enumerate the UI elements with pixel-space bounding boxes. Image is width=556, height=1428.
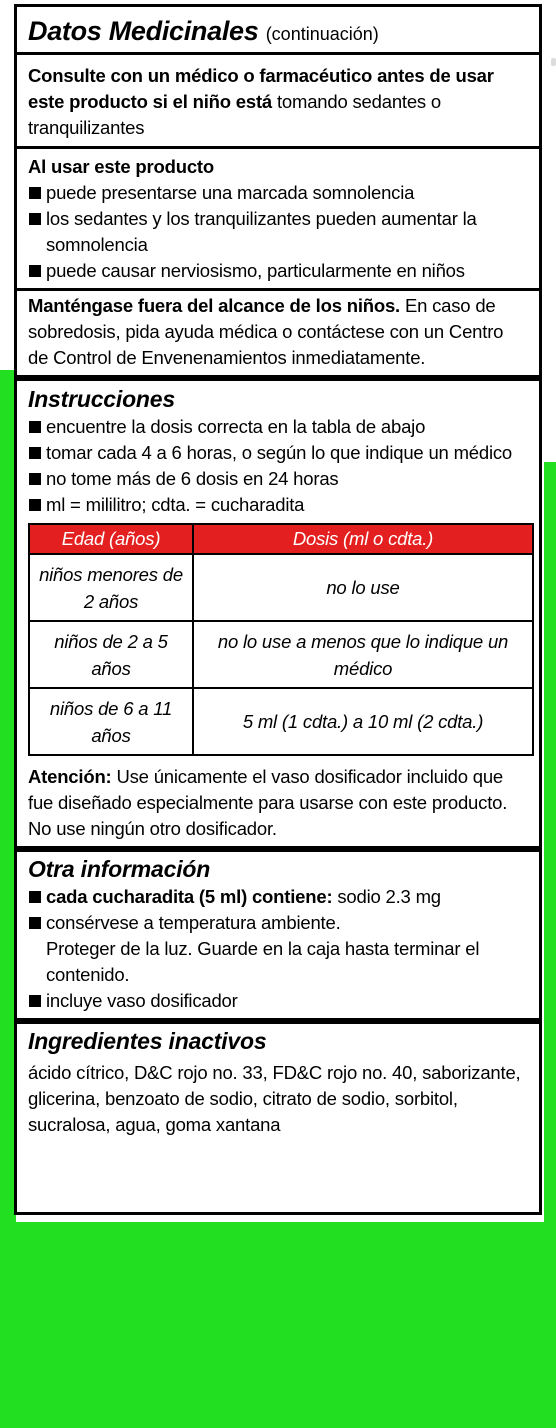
other-info-section [17,852,539,1018]
attention-text [28,764,528,842]
list-item: cada cucharadita (5 ml) contiene: sodio 2.3 mg [28,884,528,910]
keep-out-bold: Manténgase fuera del alcance de los niños. [28,295,400,316]
bullet-square-icon [28,884,46,910]
list-item: encuentre la dosis correcta en la tabla de abajo [28,414,528,440]
drug-facts-title [28,15,528,50]
list-item: ml = mililitro; cdta. = cucharadita [28,492,528,518]
keep-out-text [28,293,528,371]
bullet-square-icon [28,988,46,1014]
other-info-heading: Otra información [28,856,211,882]
table-header-row [29,524,533,554]
bullet-square-icon [28,910,46,988]
ask-doctor-rest: tomando sedantes o tranquilizantes [28,91,442,138]
bullet-square-icon [28,466,46,492]
table-row [29,621,533,688]
edge-mark [551,58,556,66]
column-header-dose: Dosis (ml o cdta.) [193,524,533,554]
title-suffix: (continuación) [265,24,379,44]
when-using-section [17,149,539,288]
ask-doctor-bold: Consulte con un médico o farmacéutico antes de usar este producto si el niño está [28,65,494,112]
age-cell: niños de 2 a 5 años [29,621,193,688]
list-item: incluye vaso dosificador [28,988,528,1014]
drug-facts-panel [14,4,542,1215]
age-cell: niños de 6 a 11 años [29,688,193,755]
table-row [29,554,533,621]
directions-heading: Instrucciones [28,386,175,412]
bullet-square-icon [28,258,46,284]
inactive-heading: Ingredientes inactivos [28,1028,267,1054]
drug-facts-title-section [17,7,539,52]
dosage-table [28,523,534,756]
title-text: Datos Medicinales [28,16,259,46]
list-item: consérvese a temperatura ambiente. Proteger de la luz. Guarde en la caja hasta terminar el contenido. [28,910,528,988]
inactive-ingredients-section [17,1024,539,1138]
list-item: puede presentarse una marcada somnolencia [28,180,528,206]
keep-out-rest: En caso de sobredosis, pida ayuda médica o contáctese con un Centro de Control de Envenenamientos inmediatamente. [28,295,504,368]
dose-cell: 5 ml (1 cdta.) a 10 ml (2 cdta.) [193,688,533,755]
column-header-age: Edad (años) [29,524,193,554]
dose-cell: no lo use [193,554,533,621]
bullet-square-icon [28,206,46,258]
list-item: los sedantes y los tranquilizantes pueden aumentar la somnolencia [28,206,528,258]
directions-section [17,381,539,846]
list-item: no tome más de 6 dosis en 24 horas [28,466,528,492]
bullet-square-icon [28,414,46,440]
bullet-square-icon [28,492,46,518]
bullet-square-icon [28,180,46,206]
ask-doctor-section [17,55,539,146]
table-row [29,688,533,755]
age-cell: niños menores de 2 años [29,554,193,621]
ask-doctor-text [28,63,528,141]
keep-out-section [17,291,539,375]
when-using-heading: Al usar este producto [28,156,214,177]
list-item: puede causar nerviosismo, particularmente en niños [28,258,528,284]
inactive-text: ácido cítrico, D&C rojo no. 33, FD&C rojo no. 40, saborizante, glicerina, benzoato de sodio, citrato de sodio, sorbitol, sucralosa, agua, goma xantana [28,1062,521,1135]
green-background-bottom [0,1222,556,1428]
list-item: tomar cada 4 a 6 horas, o según lo que indique un médico [28,440,528,466]
bullet-square-icon [28,440,46,466]
attention-bold: Atención: [28,766,112,787]
attention-rest: Use únicamente el vaso dosificador incluido que fue diseñado especialmente para usarse con este producto. No use ningún otro dosificador. [28,766,508,839]
dose-cell: no lo use a menos que lo indique un médico [193,621,533,688]
